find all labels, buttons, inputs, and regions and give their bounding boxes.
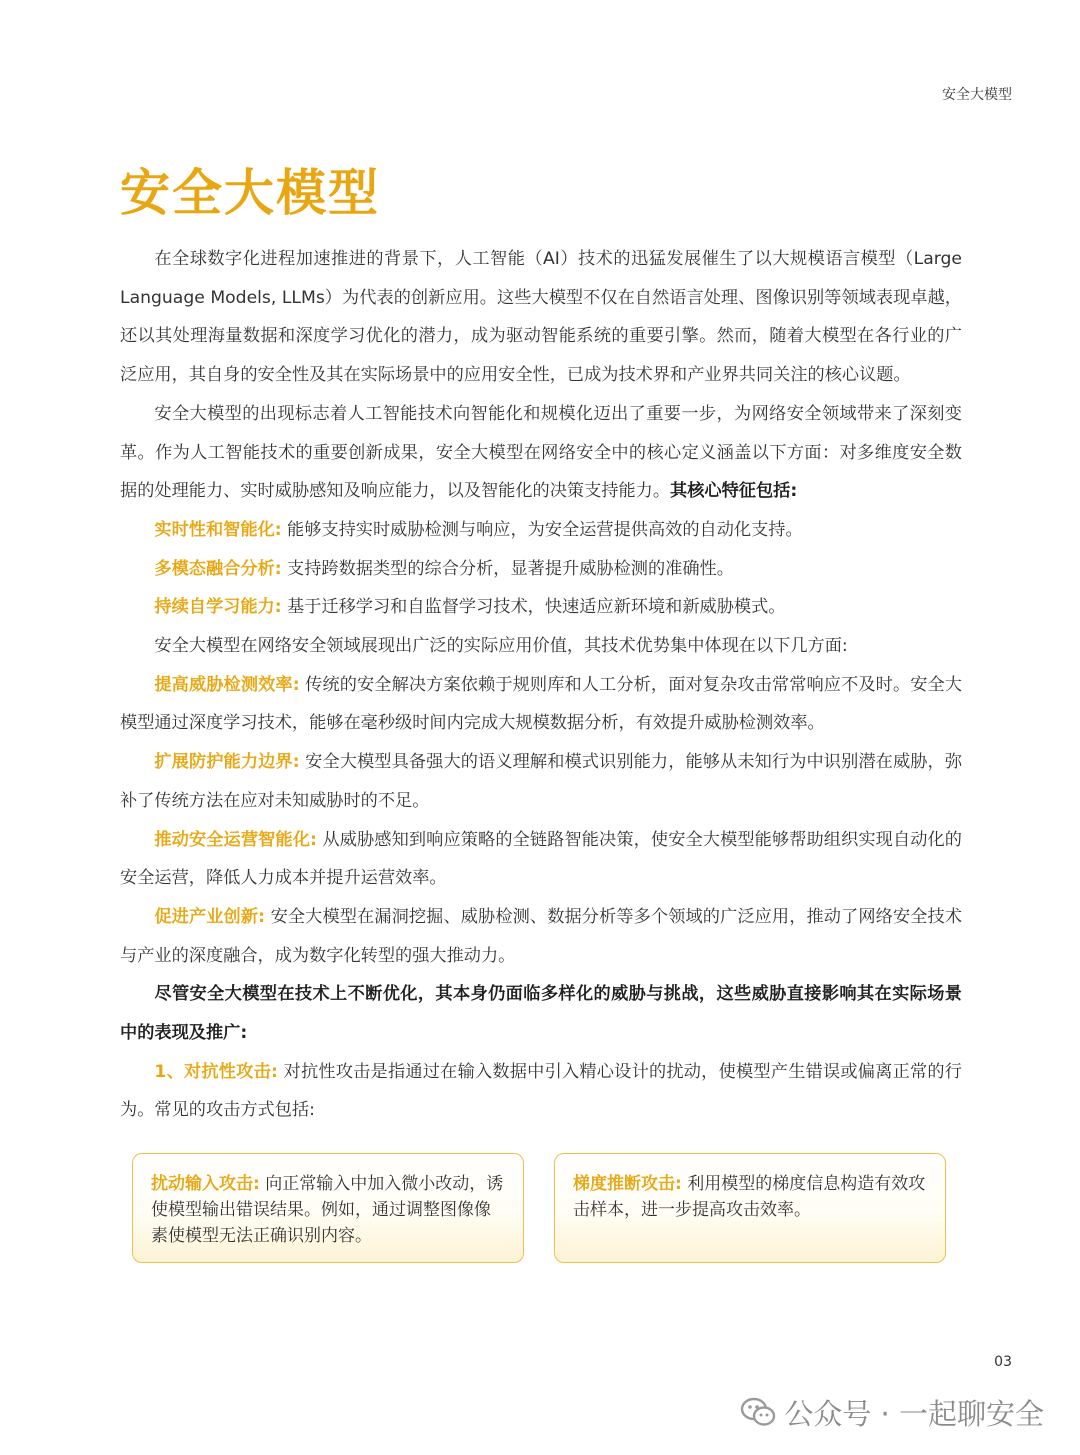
advantage-item: [120, 743, 962, 820]
advantage-label: 提高威胁检测效率:: [154, 674, 300, 695]
attack-cards: [132, 1153, 948, 1265]
advantage-label: 推动安全运营智能化:: [154, 829, 317, 850]
feature-text: 能够支持实时威胁检测与响应，为安全运营提供高效的自动化支持。: [287, 519, 803, 540]
card-label: 扰动输入攻击:: [151, 1174, 260, 1194]
feature-text: 支持跨数据类型的综合分析，显著提升威胁检测的准确性。: [287, 558, 734, 579]
advantage-label: 促进产业创新:: [154, 906, 265, 927]
body-text: [120, 240, 962, 1130]
advantage-text: 从威胁感知到响应策略的全链路智能决策，使安全大模型能够帮助组织实现自动化的安全运营，降低人力成本并提升运营效率。: [120, 829, 962, 889]
running-header: 安全大模型: [942, 87, 1012, 103]
advantages-intro: 安全大模型在网络安全领域展现出广泛的实际应用价值，其技术优势集中体现在以下几方面:: [154, 636, 848, 657]
feature-item: [120, 550, 962, 589]
page-number: 03: [994, 1354, 1012, 1370]
feature-label: 多模态融合分析:: [154, 558, 282, 579]
advantage-item: [120, 898, 962, 975]
card-gradient-attack: [554, 1153, 946, 1263]
advantage-item: [120, 666, 962, 743]
card-label: 梯度推断攻击:: [573, 1174, 682, 1194]
advantage-label: 扩展防护能力边界:: [154, 752, 300, 773]
advantage-text: 安全大模型在漏洞挖掘、威胁检测、数据分析等多个领域的广泛应用，推动了网络安全技术与产业的深度融合，成为数字化转型的强大推动力。: [120, 906, 963, 966]
card-perturbation-attack: [132, 1153, 524, 1263]
attack-label: 1、对抗性攻击:: [154, 1061, 278, 1082]
feature-text: 基于迁移学习和自监督学习技术，快速适应新环境和新威胁模式。: [287, 597, 786, 618]
feature-label: 持续自学习能力:: [154, 597, 282, 618]
card-text: 向正常输入中加入微小改动，诱使模型输出错误结果。例如，通过调整图像像素使模型无法正确识别内容。: [151, 1174, 504, 1246]
page-title: 安全大模型: [120, 164, 380, 222]
challenges-paragraph: 尽管安全大模型在技术上不断优化，其本身仍面临多样化的威胁与挑战，这些威胁直接影响其在实际场景中的表现及推广:: [120, 984, 962, 1044]
definition-paragraph: [120, 395, 962, 511]
attack-text: 对抗性攻击是指通过在输入数据中引入精心设计的扰动，使模型产生错误或偏离正常的行为。常见的攻击方式包括:: [120, 1061, 962, 1121]
watermark: [740, 1392, 1044, 1432]
definition-text: 安全大模型的出现标志着人工智能技术向智能化和规模化迈出了重要一步，为网络安全领域带来了深刻变革。作为人工智能技术的重要创新成果，安全大模型在网络安全中的核心定义涵盖以下方面：对多维度安全数据的处理能力、实时威胁感知及响应能力，以及智能化的决策支持能力。: [120, 403, 962, 502]
card-text: 利用模型的梯度信息构造有效攻击样本，进一步提高攻击效率。: [573, 1174, 926, 1220]
intro-paragraph: 在全球数字化进程加速推进的背景下，人工智能（AI）技术的迅猛发展催生了以大规模语言模型（Large Language Models, LLMs）为代表的创新应用。这些大模型不仅在自然语言处理、图像识别等领域表现卓越，还以其处理海量数据和深度学习优化的潜力，成为驱动智能系统的重要引擎。然而，随着大模型在各行业的广泛应用，其自身的安全性及其在实际场景中的应用安全性，已成为技术界和产业界共同关注的核心议题。: [120, 249, 962, 386]
feature-label: 实时性和智能化:: [154, 519, 282, 540]
feature-item: [120, 511, 962, 550]
advantage-item: [120, 821, 962, 898]
attack-item: [120, 1053, 962, 1130]
advantage-text: 安全大模型具备强大的语义理解和模式识别能力，能够从未知行为中识别潜在威胁，弥补了传统方法在应对未知威胁时的不足。: [120, 752, 963, 811]
wechat-icon: [740, 1396, 776, 1428]
definition-bold-text: 其核心特征包括:: [670, 481, 798, 502]
advantage-text: 传统的安全解决方案依赖于规则库和人工分析，面对复杂攻击常常响应不及时。安全大模型通过深度学习技术，能够在毫秒级时间内完成大规模数据分析，有效提升威胁检测效率。: [120, 674, 963, 734]
feature-item: [120, 588, 962, 627]
watermark-text: 公众号 · 一起聊安全: [784, 1396, 1044, 1431]
